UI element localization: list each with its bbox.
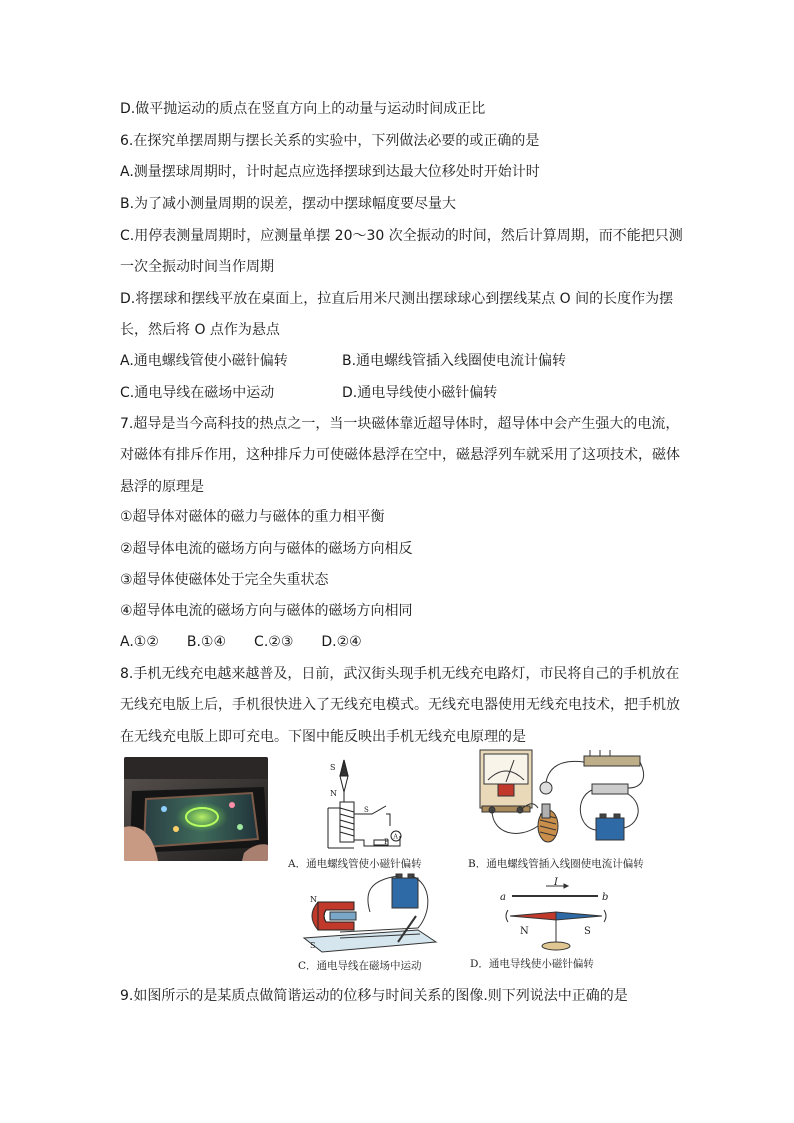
label-p: P: [384, 838, 389, 846]
caption-figure-b: B．通电螺线管插入线圈使电流计偏转: [468, 858, 644, 870]
q6-option-d-line2: 长，然后将 O 点作为悬点: [120, 322, 280, 338]
figure-c: [300, 872, 440, 958]
q9-stem: 9.如图所示的是某质点做简谐运动的位移与时间关系的图像.则下列说法中正确的是: [120, 988, 628, 1004]
figure-d: [498, 876, 618, 954]
q8-stem-line2: 无线充电版上后，手机很快进入了无线充电模式。无线充电器使用无线充电技术，把手机放: [120, 697, 680, 713]
q6-option-b: B.为了减小测量周期的误差，摆动中摆球幅度要尽量大: [120, 196, 457, 212]
figure-a: [300, 758, 430, 856]
q8-stem-line3: 在无线充电版上即可充电。下图中能反映出手机无线充电原理的是: [120, 729, 526, 745]
q7-stem-line2: 对磁体有排斥作用，这种排斥力可使磁体悬浮在空中，磁悬浮列车就采用了这项技术，磁体: [120, 447, 680, 463]
q8-stem-line1: 8.手机无线充电越来越普及，日前，武汉街头现手机无线充电路灯，市民将自己的手机放在: [120, 666, 680, 682]
wireless-charging-photo: [124, 757, 268, 861]
q7-statement-4: ④超导体电流的磁场方向与磁体的磁场方向相同: [120, 603, 413, 619]
label-needle-n: N: [520, 926, 529, 937]
q7-statement-2: ②超导体电流的磁场方向与磁体的磁场方向相反: [120, 541, 413, 557]
label-s: S: [330, 763, 336, 772]
caption-figure-c: C．通电导线在磁场中运动: [298, 960, 422, 972]
label-magnet-n: N: [310, 895, 317, 904]
q6-option-c-line1: C.用停表测量周期时，应测量单摆 20～30 次全振动的时间，然后计算周期，而不能把只测: [120, 228, 683, 244]
q6-option-d-line1: D.将摆球和摆线平放在桌面上，拉直后用米尺测出摆球球心到摆线某点 O 间的长度作为摆: [120, 291, 674, 307]
stray-option-b: B.通电螺线管插入线圈使电流计偏转: [342, 353, 567, 369]
label-needle-s: S: [584, 926, 591, 937]
label-switch-s: S: [364, 806, 369, 814]
q7-options: A.①② B.①④ C.②③ D.②④: [120, 634, 362, 650]
q7-statement-1: ①超导体对磁体的磁力与磁体的重力相平衡: [120, 509, 385, 525]
q6-option-a: A.测量摆球周期时，计时起点应选择摆球到达最大位移处时开始计时: [120, 164, 540, 180]
figure-b: [478, 748, 648, 852]
stray-option-c: C.通电导线在磁场中运动: [120, 385, 275, 401]
q7-statement-3: ③超导体使磁体处于完全失重状态: [120, 572, 329, 588]
q7-stem-line1: 7.超导是当今高科技的热点之一，当一块磁体靠近超导体时，超导体中会产生强大的电流，: [120, 416, 680, 432]
label-n: N: [330, 789, 337, 798]
label-current-i: I: [554, 877, 558, 888]
q7-stem-line3: 悬浮的原理是: [120, 479, 204, 495]
q6-option-c-line2: 一次全振动时间当作周期: [120, 259, 274, 275]
label-magnet-s: S: [310, 941, 316, 950]
caption-figure-d: D．通电导线使小磁针偏转: [470, 958, 594, 970]
q6-stem: 6.在探究单摆周期与摆长关系的实验中，下列做法必要的或正确的是: [120, 133, 540, 149]
svg-text:A: A: [393, 833, 398, 841]
label-wire-b: b: [602, 892, 609, 903]
stray-option-a: A.通电螺线管使小磁针偏转: [120, 353, 288, 369]
label-wire-a: a: [500, 892, 506, 903]
caption-figure-a: A．通电螺线管使小磁针偏转: [288, 858, 422, 870]
q5-option-d: D.做平抛运动的质点在竖直方向上的动量与运动时间成正比: [120, 101, 486, 117]
stray-option-d: D.通电导线使小磁针偏转: [342, 385, 498, 401]
